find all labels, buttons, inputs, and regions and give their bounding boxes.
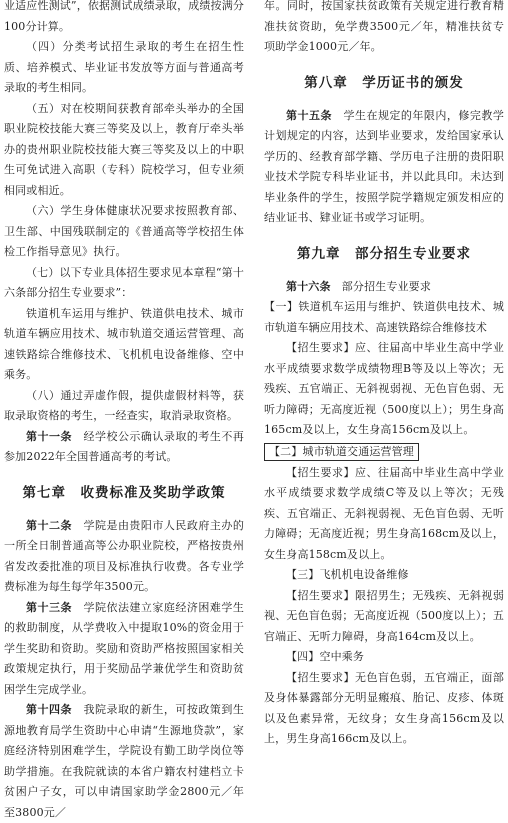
section-2-title: 【二】城市轨道交通运营管理: [264, 443, 419, 461]
paragraph-major-list: 铁道机车运用与维护、铁道供电技术、城市轨道车辆应用技术、城市轨道交通运营管理、高速铁路综合维修技术、飞机机电设备维修、空中乘务。: [4, 306, 244, 381]
article-13: [4, 598, 244, 701]
article-12-label: 第十二条: [26, 518, 72, 532]
article-12-text: 学院是由贵阳市人民政府主办的一所全日制普通高等公办职业院校，严格按贵州省发改委批准的项目及标准执行收费。各专业学费标准为每生每学年3500元。: [4, 518, 244, 593]
article-13-label: 第十三条: [26, 600, 72, 614]
article-13-text: 学院依法建立家庭经济困难学生的救助制度，从学费收入中提取10%的资金用于学生奖助和资助。奖励和资助严格按照国家相关政策规定执行，用于奖励品学兼优学生和资助贫困学生完成学业。: [4, 600, 244, 696]
section-1-title: 【一】铁道机车运用与维护、铁道供电技术、城市轨道车辆应用技术、高速铁路综合维修技术: [264, 300, 504, 334]
section-1-text: 应、往届高中毕业生高中学业水平成绩要求数学成绩物理B等及以上等次；无残疾、五官端正、无斜视弱视、无色盲色弱、无听力障碍；无高度近视（500度以上）；男生身高165cm及以上，女生身高156cm及以上。: [264, 341, 504, 436]
section-4-text: 无色盲色弱，五官端正，面部及身体暴露部分无明显瘢痕、胎记、皮疹、体斑以及色素异常，无纹身；女生身高156cm及以上，男生身高166cm及以上。: [264, 670, 504, 745]
article-16-label: 第十六条: [286, 279, 331, 293]
section-3-requirements: [264, 586, 504, 648]
article-14: [4, 700, 244, 823]
article-16-text: 部分招生专业要求: [341, 279, 431, 293]
paragraph-item-8: （八）通过弄虚作假，提供虚假材料等，获取录取资格的考生，一经查实，取消录取资格。: [4, 388, 244, 422]
section-1-tag: 【招生要求】: [286, 341, 355, 354]
paragraph-item-5: （五）对在校期间获教育部牵头举办的全国职业院校技能大赛三等奖及以上，教育厅牵头举办的贵州职业院校技能大赛三等奖及以上的中职生可免试进入高职（专科）院校学习，但专业须相同或相近。: [4, 101, 244, 197]
article-14-label: 第十四条: [26, 703, 72, 716]
section-3-title: 【三】飞机机电设备维修: [286, 568, 409, 581]
article-11-label: 第十一条: [26, 429, 72, 443]
section-2-tag: 【招生要求】: [286, 465, 355, 479]
section-4-requirements: [264, 668, 504, 750]
article-16: [264, 277, 504, 298]
left-column: [4, 0, 244, 823]
paragraph-item-7: （七）以下专业具体招生要求见本章程“第十六条部分招生专业要求”：: [4, 265, 244, 299]
chapter-9-title: 第九章 部分招生专业要求: [297, 245, 471, 262]
paragraph-item-4: （四）分类考试招生录取的考生在招生性质、培养模式、毕业证书发放等方面与普通高考录取的考生相同。: [4, 40, 244, 94]
section-4-tag: 【招生要求】: [286, 670, 355, 684]
section-2-title-row: [264, 441, 504, 463]
section-4-title: 【四】空中乘务: [286, 650, 365, 663]
article-14-text: 我院录取的新生，可按政策到生源地教育局学生资助中心申请“生源地贷款”，家庭经济特别困难学生，学院设有勤工助学岗位等助学措施。在我院就读的本省户籍农村建档立卡贫困户子女，可以申请国家助学金2800元／年至3800元／: [4, 703, 244, 819]
paragraph-item-6: （六）学生身体健康状况要求按照教育部、卫生部、中国残联制定的《普通高等学校招生体检工作指导意见》执行。: [4, 204, 244, 258]
paragraph-continued: 业适应性测试”，依据测试成绩录取，成绩按满分100分计算。: [4, 0, 244, 33]
article-12: [4, 516, 244, 598]
article-15: [264, 106, 504, 229]
article-15-label: 第十五条: [286, 108, 332, 122]
paragraph-continued-right: 年。同时，按国家扶贫政策有关规定进行教育精准扶贫资助，免学费3500元／年，精准扶贫专项助学金1000元／年。: [264, 0, 504, 53]
section-1-requirements: [264, 338, 504, 441]
article-11: [4, 427, 244, 468]
section-3-tag: 【招生要求】: [286, 588, 355, 602]
chapter-8-title: 第八章 学历证书的颁发: [304, 74, 464, 91]
article-15-text: 学生在规定的年限内，修完教学计划规定的内容，达到毕业要求，发给国家承认学历的、经教育部学籍、学历电子注册的贵阳职业技术学院专科毕业证书，并以此具印。未达到毕业条件的学生，按照学院学籍规定颁发相应的结业证书、肄业证书或学习证明。: [264, 108, 504, 224]
section-2-text: 应、往届高中毕业生高中学业水平成绩要求数学成绩C等及以上等次；无残疾、五官端正、无斜视弱视、无色盲色弱、无听力障碍；无高度近视；男生身高168cm及以上，女生身高158cm及以上。: [264, 465, 504, 561]
chapter-7-title: 第七章 收费标准及奖助学政策: [22, 484, 226, 501]
section-2-requirements: [264, 463, 504, 566]
right-column: [264, 0, 504, 750]
section-3-text: 限招男生；无残疾、无斜视弱视、无色盲色弱；无高度近视（500度以上）；五官端正、无听力障碍，身高164cm及以上。: [264, 588, 504, 643]
article-11-text: 经学校公示确认录取的考生不再参加2022年全国普通高考的考试。: [4, 429, 244, 463]
